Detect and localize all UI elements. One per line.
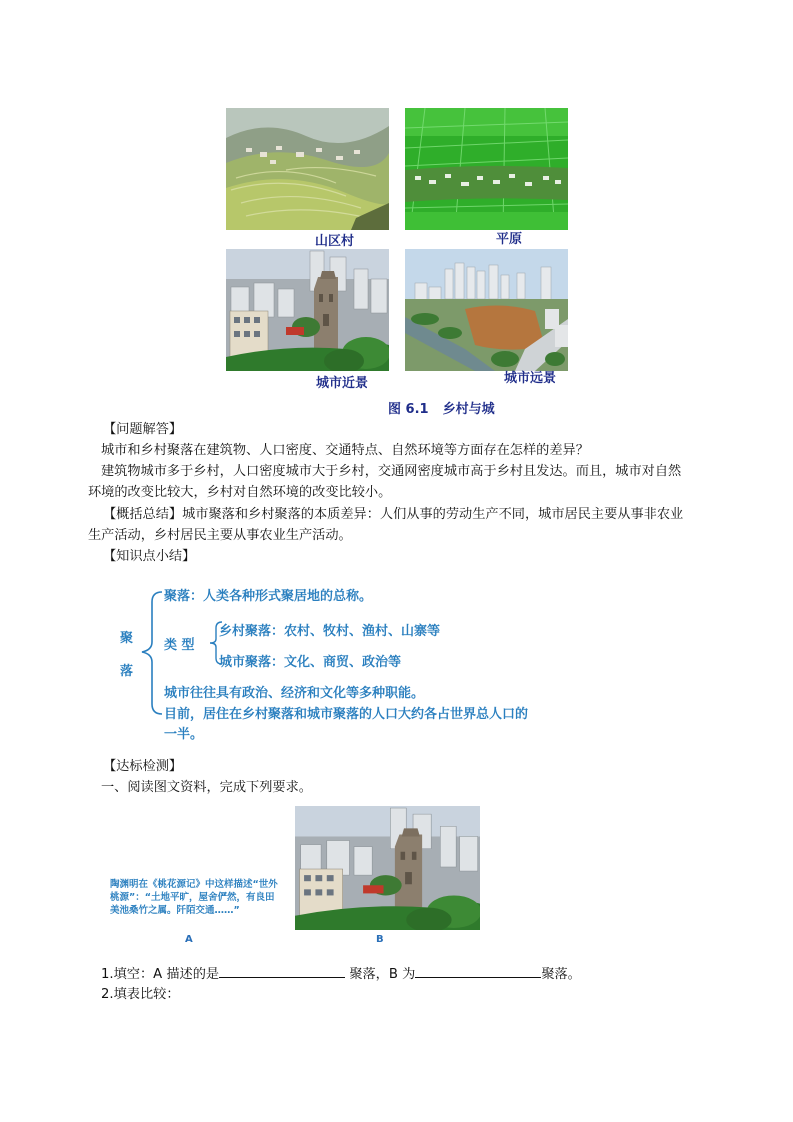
photo-plain [405, 108, 568, 230]
caption-mountain-village: 山区村 [315, 233, 355, 248]
diagram-population-line1: 目前，居住在乡村聚落和城市聚落的人口大约各占世界总人口的 [164, 707, 529, 722]
fill-middle: 聚落，B 为 [349, 967, 416, 982]
photo-mountain-village [226, 108, 389, 230]
caption-city-close: 城市近景 [316, 375, 369, 390]
diagram-root-char2: 落 [120, 664, 134, 679]
label-b: B [376, 934, 384, 945]
qa-heading: 【问题解答】 [103, 422, 183, 437]
photo-city-close [226, 249, 389, 371]
knowledge-heading: 【知识点小结】 [103, 549, 196, 564]
fill-suffix: 聚落。 [541, 967, 581, 982]
diagram-rural: 乡村聚落：农村、牧村、渔村、山寨等 [219, 624, 441, 639]
fill-prefix: 1.填空：A 描述的是 [101, 967, 220, 982]
diagram-population-line2: 一半。 [164, 727, 204, 742]
label-a: A [185, 934, 193, 945]
blank-b[interactable] [415, 963, 541, 978]
quote-peach-blossom: 陶渊明在《桃花源记》中这样描述“世外桃源”：“土地平旷，屋舍俨然，有良田美池桑竹之属。阡陌交通……” [110, 879, 278, 916]
qa-answer-line1: 建筑物城市多于乡村，人口密度城市大于乡村，交通网密度城市高于乡村且发达。而且，城市对自然 [101, 464, 682, 479]
diagram-definition: 聚落：人类各种形式聚居地的总称。 [164, 589, 373, 604]
photo-city-b [295, 806, 480, 930]
figure-title-text: 乡村与城 [442, 402, 495, 417]
diagram-urban: 城市聚落：文化、商贸、政治等 [219, 655, 402, 670]
diagram-type-label: 类 型 [164, 638, 195, 653]
figure-title [388, 398, 495, 417]
summary-line1: 【概括总结】城市聚落和乡村聚落的本质差异：人们从事的劳动生产不同，城市居民主要从事非农业 [103, 507, 684, 522]
fill-in-question [101, 963, 581, 985]
test-heading: 【达标检测】 [103, 759, 183, 774]
qa-answer-line2: 环境的改变比较大，乡村对自然环境的改变比较小。 [88, 485, 392, 500]
figure-number: 图 6.1 [388, 402, 429, 417]
table-item: 2.填表比较： [101, 987, 180, 1002]
test-item1: 一、阅读图文资料，完成下列要求。 [101, 780, 312, 795]
summary-line2: 生产活动，乡村居民主要从事农业生产活动。 [88, 528, 352, 543]
blank-a[interactable] [219, 963, 345, 978]
photo-city-far [405, 249, 568, 371]
diagram-functions: 城市往往具有政治、经济和文化等多种职能。 [164, 686, 425, 701]
qa-question: 城市和乡村聚落在建筑物、人口密度、交通特点、自然环境等方面存在怎样的差异？ [101, 443, 589, 458]
caption-city-far: 城市远景 [504, 370, 557, 385]
caption-plain: 平原 [496, 231, 523, 246]
diagram-root-char1: 聚 [120, 631, 134, 646]
